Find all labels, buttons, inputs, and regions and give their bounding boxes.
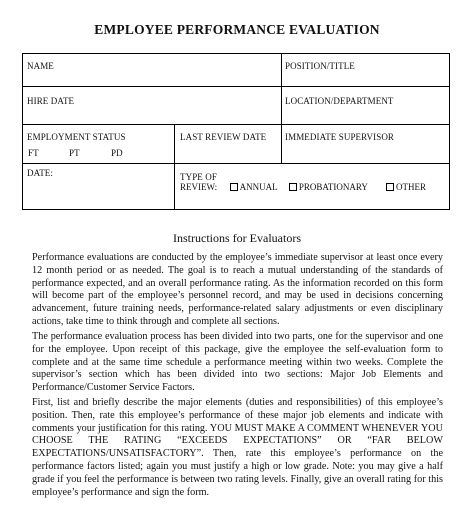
position-title-field[interactable]: POSITION/TITLE: [285, 61, 355, 71]
form-row-divider: [23, 86, 449, 87]
annual-label: ANNUAL: [239, 182, 278, 192]
review-type-row: [180, 182, 426, 192]
name-field[interactable]: NAME: [27, 61, 54, 71]
location-department-field[interactable]: LOCATION/DEPARTMENT: [285, 96, 394, 106]
probationary-checkbox[interactable]: [289, 183, 297, 191]
status-pd-option[interactable]: PD: [111, 148, 123, 158]
annual-checkbox[interactable]: [230, 183, 238, 191]
last-review-date-field[interactable]: LAST REVIEW DATE: [180, 132, 267, 142]
date-field[interactable]: DATE:: [27, 168, 53, 178]
form-column-divider: [174, 124, 175, 210]
instructions-paragraph: First, list and briefly describe the major elements (duties and responsibilities) of this employee’s position. Then, rate this employee’s performance of these major job elements and indicate with comments your justification for this rating. YOU MUST MAKE A COMMENT WHENEVER YOU CHOOSE THE RATING “EXCEEDS EXPECTATIONS” OR “FAR BELOW EXPECTATIONS/UNSATISFACTORY”. Then, rate this employee’s performance on the performance factors listed; again you must justify a high or low grade. Note: you may give a half grade if you feel the performance is between two rating levels. Finally, give an overall rating for this employee’s performance and sign the form.: [32, 397, 443, 498]
immediate-supervisor-field[interactable]: IMMEDIATE SUPERVISOR: [285, 132, 395, 142]
form-column-divider: [281, 54, 282, 163]
instructions-heading: Instructions for Evaluators: [173, 231, 301, 245]
employee-info-form: [22, 53, 450, 210]
form-row-divider: [23, 163, 449, 164]
form-title: EMPLOYEE PERFORMANCE EVALUATION: [94, 22, 380, 37]
type-of-label: TYPE OF: [180, 172, 217, 182]
review-label: REVIEW:: [180, 182, 218, 192]
employment-status-label: EMPLOYMENT STATUS: [27, 132, 126, 142]
status-ft-option[interactable]: FT: [28, 148, 39, 158]
instructions-paragraph: The performance evaluation process has been divided into two parts, one for the supervisor and one for the employee. Upon receipt of this package, give the employee the self-evaluation form to complete and at the same time schedule a performance meeting within two weeks. Complete the supervisor’s section which has been divided into two sections: Major Job Elements and Performance/Customer Service Factors.: [32, 331, 443, 394]
instructions-paragraph: Performance evaluations are conducted by the employee’s immediate supervisor at least once every 12 month period or as needed. The goal is to reach a mutual understanding of the standards of performance expected, and an overall performance rating. As the information recorded on this form will become part of the employee’s personnel record, and may be used in decisions concerning advancement, future training needs, performance-related salary adjustments or even disciplinary actions, take time to think through and complete all sections.: [32, 252, 443, 327]
other-label: OTHER: [396, 182, 427, 192]
form-row-divider: [23, 124, 449, 125]
status-pt-option[interactable]: PT: [69, 148, 80, 158]
other-checkbox[interactable]: [386, 183, 394, 191]
probationary-label: PROBATIONARY: [298, 182, 368, 192]
hire-date-field[interactable]: HIRE DATE: [27, 96, 75, 106]
